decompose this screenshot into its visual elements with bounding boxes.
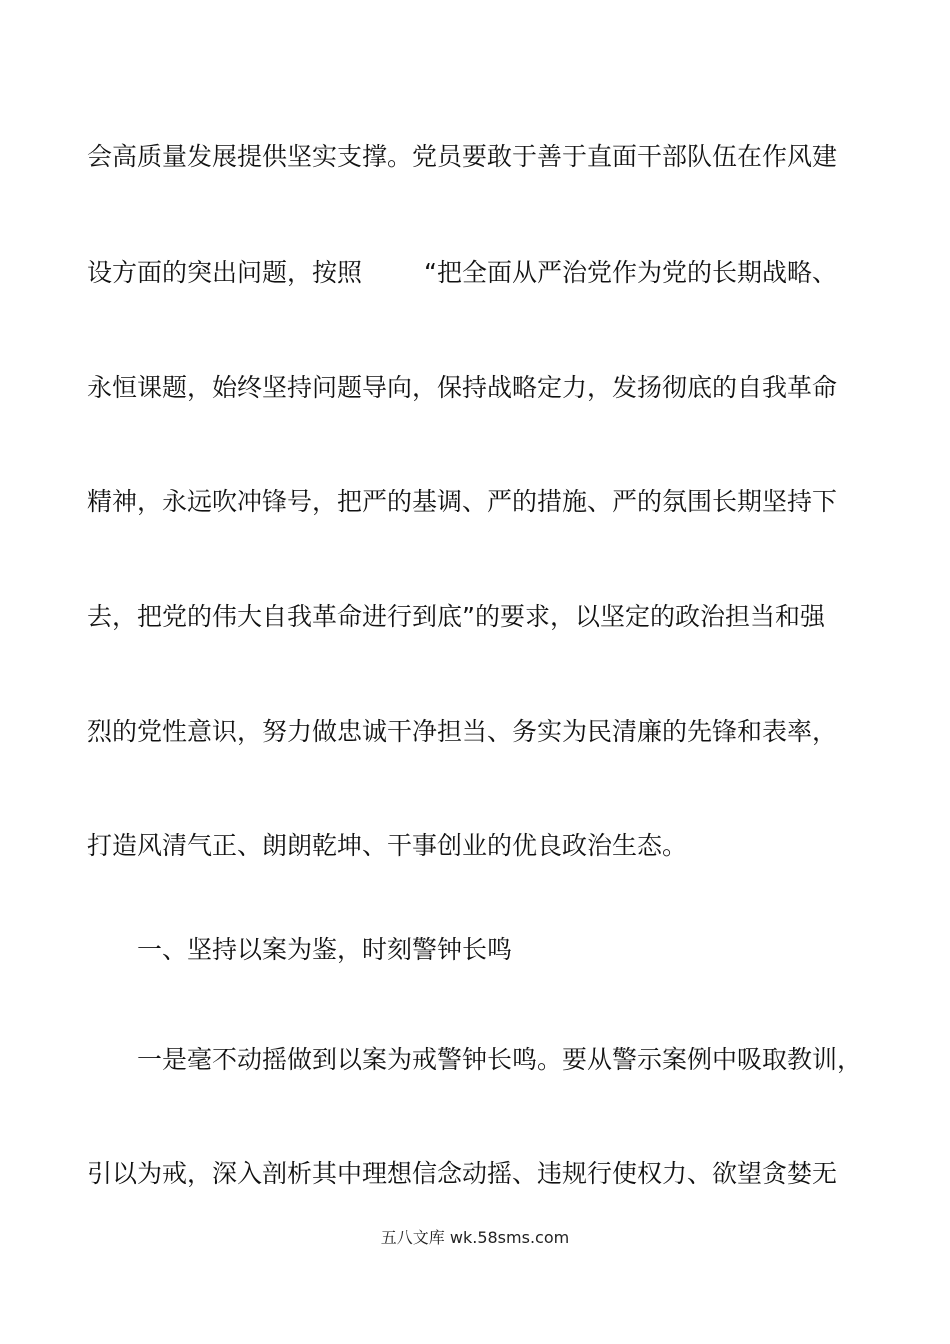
body-line-6: 烈的党性意识，努力做忠诚干净担当、务实为民清廉的先锋和表率， <box>87 717 838 746</box>
body-line-5: 去，把党的伟大自我革命进行到底”的要求，以坚定的政治担当和强 <box>87 602 825 631</box>
body-line-2-part-2: “把全面从严治党作为党的长期战略、 <box>424 258 837 287</box>
body-line-8: 一是毫不动摇做到以案为戒警钟长鸣。要从警示案例中吸取教训， <box>137 1045 863 1074</box>
body-line-7: 打造风清气正、朗朗乾坤、干事创业的优良政治生态。 <box>87 831 688 860</box>
body-line-4: 精神，永远吹冲锋号，把严的基调、严的措施、严的氛围长期坚持下 <box>87 487 838 516</box>
body-line-9: 引以为戒，深入剖析其中理想信念动摇、违规行使权力、欲望贪婪无 <box>87 1159 838 1188</box>
body-line-2 <box>87 256 867 290</box>
page-footer: 五八文库 wk.58sms.com <box>380 1228 570 1247</box>
section-heading: 一、坚持以案为鉴，时刻警钟长鸣 <box>137 935 513 964</box>
body-line-1: 会高质量发展提供坚实支撑。党员要敢于善于直面干部队伍在作风建 <box>87 142 838 171</box>
body-line-3: 永恒课题，始终坚持问题导向，保持战略定力，发扬彻底的自我革命 <box>87 373 838 402</box>
body-line-2-part-1: 设方面的突出问题，按照 <box>87 258 363 287</box>
